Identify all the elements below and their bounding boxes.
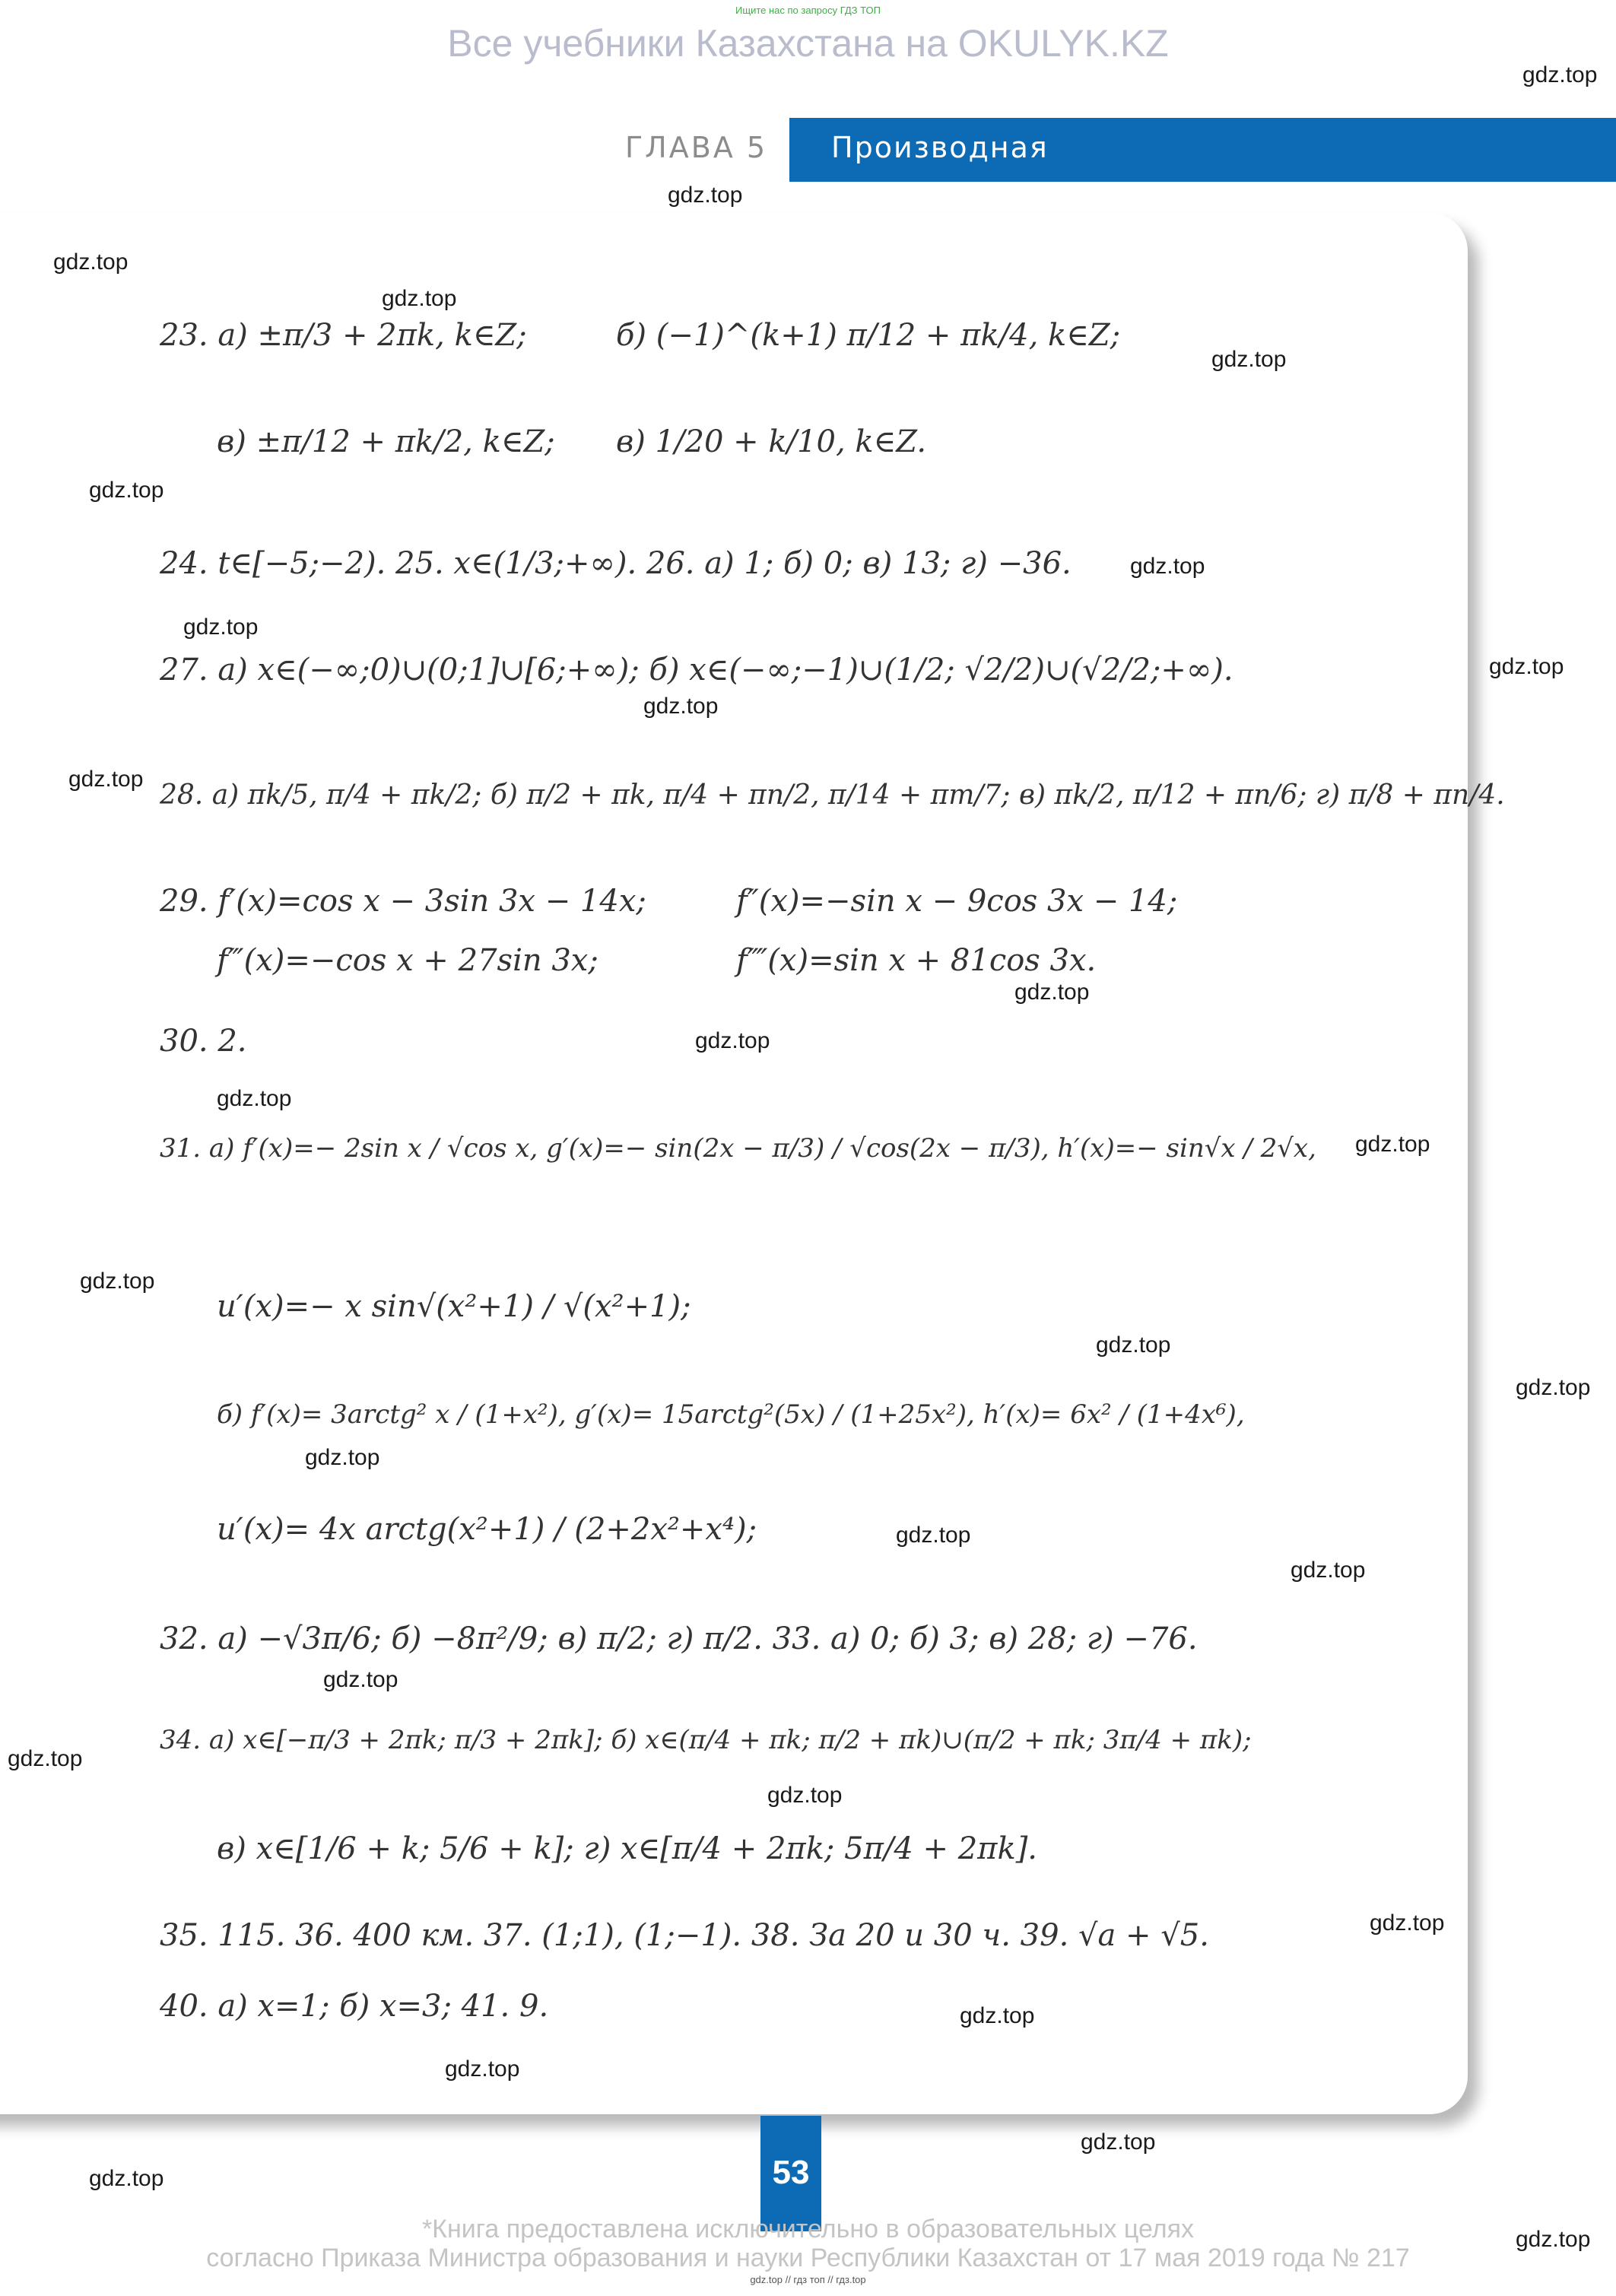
watermark: gdz.top <box>1489 654 1564 679</box>
answer-31d: u′(x)= 4x arctg(x²+1) / (2+2x²+x⁴); <box>217 1512 757 1547</box>
watermark: gdz.top <box>896 1523 971 1548</box>
answers-card <box>0 213 1468 2114</box>
answer-34a: 34. а) x∈[−π/3 + 2πk; π/3 + 2πk]; б) x∈(π/4 + πk; π/2 + πk)∪(π/2 + πk; 3π/4 + πk); <box>160 1725 1252 1755</box>
chapter-label: ГЛАВА 5 <box>625 131 768 164</box>
answer-27: 27. а) x∈(−∞;0)∪(0;1]∪[6;+∞); б) x∈(−∞;−1)∪(1/2; √2/2)∪(√2/2;+∞). <box>160 653 1233 688</box>
chapter-topic: Производная <box>831 131 1049 164</box>
footer-note-line2: согласно Приказа Министра образования и науки Республики Казахстан от 17 мая 2019 года № 217 <box>206 2244 1410 2272</box>
watermark: gdz.top <box>1130 554 1205 579</box>
answer-30: 30. 2. <box>160 1024 247 1059</box>
watermark: gdz.top <box>217 1086 292 1111</box>
site-title[interactable]: Все учебники Казахстана на OKULYK.KZ <box>447 22 1169 65</box>
page-number: 53 <box>772 2154 810 2191</box>
watermark: gdz.top <box>183 614 259 640</box>
answer-40-41: 40. а) x=1; б) x=3; 41. 9. <box>160 1989 549 2024</box>
watermark: gdz.top <box>68 767 144 792</box>
answer-34b: в) x∈[1/6 + k; 5/6 + k]; г) x∈[π/4 + 2πk; 5π/4 + 2πk]. <box>217 1831 1038 1866</box>
answer-32-33: 32. а) −√3π/6; б) −8π²/9; в) π/2; г) π/2. 33. а) 0; б) 3; в) 28; г) −76. <box>160 1621 1198 1656</box>
watermark: gdz.top <box>1096 1332 1171 1358</box>
answer-23a: 23. а) ±π/3 + 2πk, k∈Z; <box>160 318 527 353</box>
watermark: gdz.top <box>1081 2129 1156 2155</box>
watermark: gdz.top <box>80 1269 155 1294</box>
answer-29a: 29. f′(x)=cos x − 3sin 3x − 14x; <box>160 884 646 919</box>
watermark: gdz.top <box>305 1445 380 1470</box>
answer-29d: f⁗(x)=sin x + 81cos 3x. <box>736 943 1097 978</box>
answer-31b: u′(x)=− x sin√(x²+1) / √(x²+1); <box>217 1289 691 1324</box>
watermark: gdz.top <box>643 694 719 719</box>
watermark: gdz.top <box>1522 62 1598 87</box>
watermark: gdz.top <box>53 249 129 275</box>
watermark: gdz.top <box>960 2003 1035 2028</box>
watermark: gdz.top <box>445 2056 520 2082</box>
watermark: gdz.top <box>695 1028 770 1053</box>
watermark: gdz.top <box>382 286 457 311</box>
watermark: gdz.top <box>8 1746 83 1771</box>
watermark: gdz.top <box>323 1667 398 1692</box>
footer-tiny: gdz.top // гдз топ // гдз.top <box>750 2274 866 2285</box>
watermark: gdz.top <box>1516 1375 1591 1400</box>
answer-24-26: 24. t∈[−5;−2). 25. x∈(1/3;+∞). 26. а) 1; б) 0; в) 13; г) −36. <box>160 546 1072 581</box>
watermark: gdz.top <box>767 1783 843 1808</box>
watermark: gdz.top <box>1211 347 1287 372</box>
watermark: gdz.top <box>89 2166 164 2191</box>
watermark: gdz.top <box>1516 2227 1591 2252</box>
answer-29c: f‴(x)=−cos x + 27sin 3x; <box>217 943 598 978</box>
answer-31c: б) f′(x)= 3arctg² x / (1+x²), g′(x)= 15arctg²(5x) / (1+25x²), h′(x)= 6x² / (1+4x⁶), <box>217 1399 1245 1430</box>
answer-35-39: 35. 115. 36. 400 км. 37. (1;1), (1;−1). 38. За 20 и 30 ч. 39. √a + √5. <box>160 1918 1209 1953</box>
watermark: gdz.top <box>1370 1910 1445 1936</box>
footer-note-line1: *Книга предоставлена исключительно в образовательных целях <box>421 2215 1195 2244</box>
answer-23g: в) 1/20 + k/10, k∈Z. <box>616 424 927 459</box>
answer-23b: б) (−1)^(k+1) π/12 + πk/4, k∈Z; <box>616 318 1121 353</box>
watermark: gdz.top <box>1355 1132 1430 1157</box>
answer-28: 28. а) πk/5, π/4 + πk/2; б) π/2 + πk, π/4 + πn/2, π/14 + πm/7; в) πk/2, π/12 + πn/6; г) π/8 + πn/4. <box>160 780 1505 811</box>
answer-31a: 31. а) f′(x)=− 2sin x / √cos x, g′(x)=− sin(2x − π/3) / √cos(2x − π/3), h′(x)=− sin√x / 2√x, <box>160 1133 1316 1164</box>
answer-29b: f″(x)=−sin x − 9cos 3x − 14; <box>736 884 1178 919</box>
watermark: gdz.top <box>668 183 743 208</box>
watermark: gdz.top <box>1014 980 1090 1005</box>
watermark: gdz.top <box>89 478 164 503</box>
top-note: Ищите нас по запросу ГДЗ ТОП <box>735 5 881 16</box>
watermark: gdz.top <box>1291 1558 1366 1583</box>
answer-23v: в) ±π/12 + πk/2, k∈Z; <box>217 424 555 459</box>
